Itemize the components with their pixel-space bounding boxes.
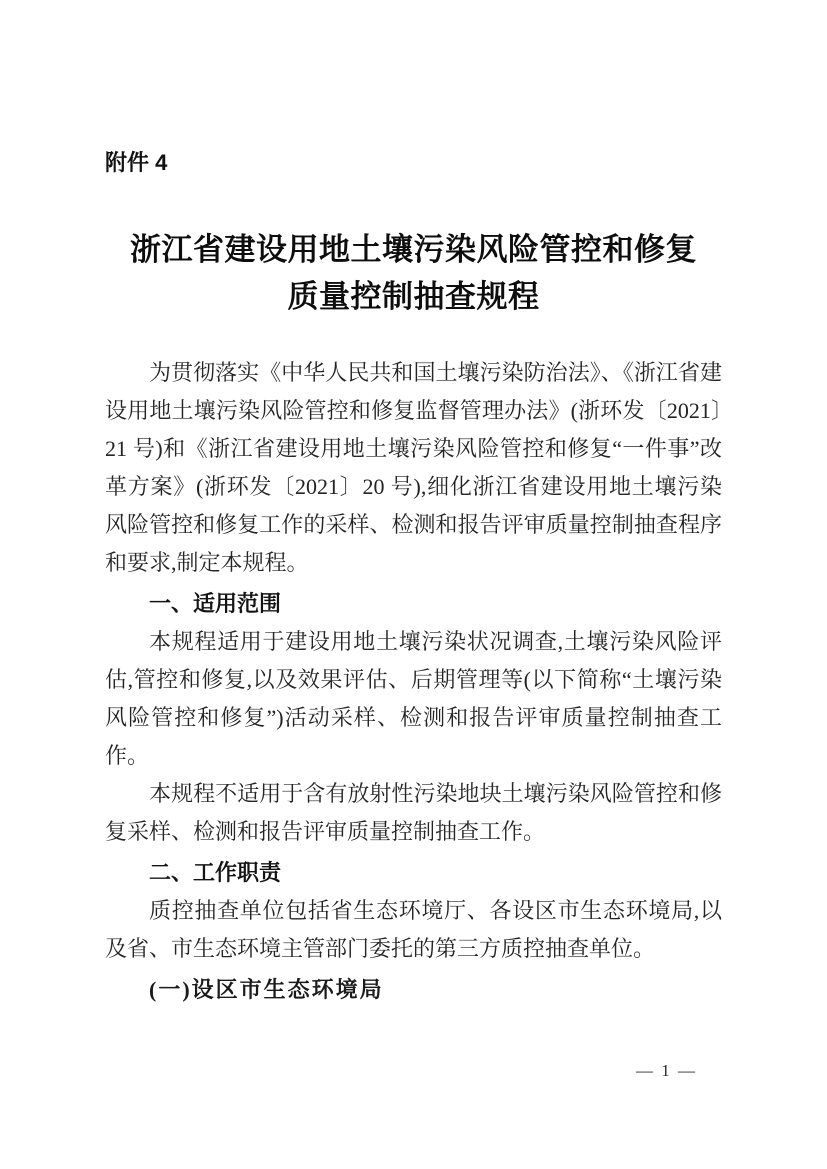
section2-heading: 二、工作职责 bbox=[149, 860, 282, 885]
intro-paragraph: 为贯彻落实《中华人民共和国土壤污染防治法》、《浙江省建设用地土壤污染风险管控和修复监督管理办法》(浙环发〔2021〕21 号)和《浙江省建设用地土壤污染风险管控和修复“一件事”改革方案》(浙环发〔2021〕20 号),细化浙江省建设用地土壤污染风险管控和修复工作的采样、检测和报告评审质量控制抽查程序和要求,制定本规程。 bbox=[105, 360, 723, 575]
page-number: — 1 — bbox=[636, 1061, 697, 1080]
document-title-line2: 质量控制抽查规程 bbox=[287, 279, 540, 314]
document-title bbox=[105, 226, 722, 320]
document-title-line1: 浙江省建设用地土壤污染风险管控和修复 bbox=[130, 232, 697, 267]
section2-paragraph1: 质控抽查单位包括省生态环境厅、各设区市生态环境局,以及省、市生态环境主管部门委托的第三方质控抽查单位。 bbox=[105, 898, 722, 961]
section1-paragraph1: 本规程适用于建设用地土壤污染状况调查,土壤污染风险评估,管控和修复,以及效果评估、后期管理等(以下简称“土壤污染风险管控和修复”)活动采样、检测和报告评审质量控制抽查工作。 bbox=[105, 629, 722, 768]
section1-paragraph2: 本规程不适用于含有放射性污染地块土壤污染风险管控和修复采样、检测和报告评审质量控制抽查工作。 bbox=[105, 781, 722, 844]
document-body bbox=[105, 354, 722, 1009]
attachment-label: 附件 4 bbox=[105, 150, 168, 175]
section2-sub1-heading: (一)设区市生态环境局 bbox=[149, 977, 384, 1002]
section1-heading: 一、适用范围 bbox=[149, 591, 282, 616]
